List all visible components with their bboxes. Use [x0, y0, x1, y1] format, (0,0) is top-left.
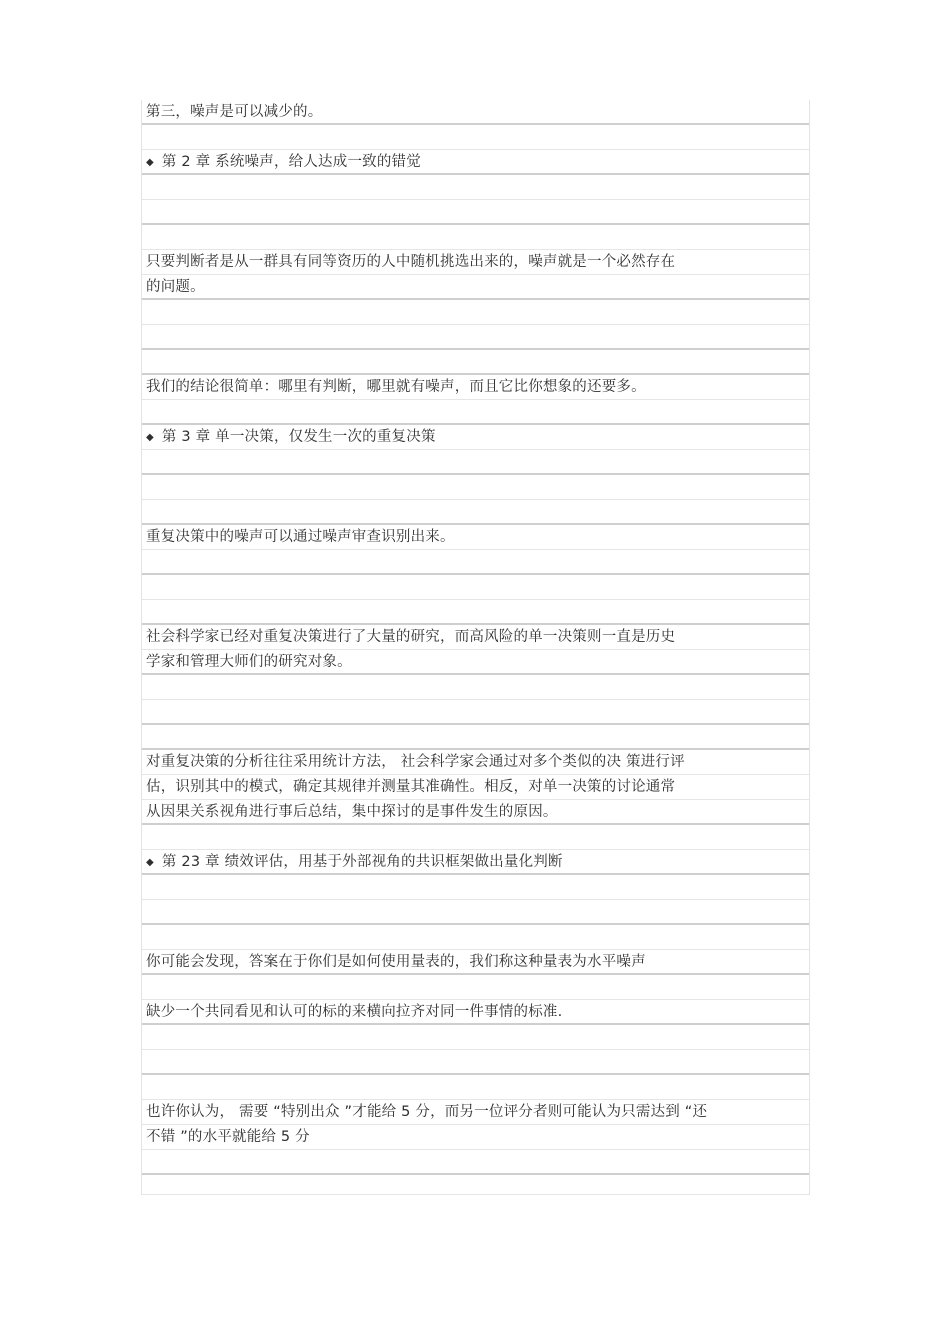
- line-row: [142, 950, 809, 975]
- line-row: [142, 500, 809, 525]
- line-row: [142, 425, 809, 450]
- line-row: [142, 700, 809, 725]
- diamond-bullet-icon: ◆: [146, 432, 154, 443]
- line-row: [142, 1025, 809, 1050]
- line-row: [142, 1100, 809, 1125]
- text-line: 对重复决策的分析往往采用统计方法， 社会科学家会通过对多个类似的决 策进行评: [146, 754, 685, 770]
- line-row: [142, 725, 809, 750]
- line-row: [142, 550, 809, 575]
- text-line: 估，识别其中的模式，确定其规律并测量其准确性。相反，对单一决策的讨论通常: [146, 779, 676, 795]
- line-row: [142, 675, 809, 700]
- text-line: 学家和管理大师们的研究对象。: [146, 654, 352, 670]
- text-line: 不错 ”的水平就能给 5 分: [146, 1129, 310, 1145]
- line-row: [142, 850, 809, 875]
- text-line: 也许你认为， 需要 “特别出众 ”才能给 5 分，而另一位评分者则可能认为只需达到 “还: [146, 1104, 708, 1120]
- line-row: [142, 800, 809, 825]
- chapter-heading: [146, 425, 436, 451]
- line-row: [142, 350, 809, 375]
- line-row: [142, 900, 809, 925]
- line-row: [142, 100, 809, 125]
- document-page: [141, 100, 810, 1195]
- line-row: [142, 925, 809, 950]
- line-row: [142, 250, 809, 275]
- line-row: [142, 1125, 809, 1150]
- chapter-heading-text: 第 2 章 系统噪声，给人达成一致的错觉: [161, 154, 421, 170]
- line-row: [142, 200, 809, 225]
- line-row: [142, 625, 809, 650]
- line-row: [142, 475, 809, 500]
- line-row: [142, 450, 809, 475]
- text-line: 重复决策中的噪声可以通过噪声审查识别出来。: [146, 529, 455, 545]
- line-row: [142, 1075, 809, 1100]
- line-row: [142, 975, 809, 1000]
- line-row: [142, 525, 809, 550]
- line-row: [142, 375, 809, 400]
- text-line: 第三，噪声是可以减少的。: [146, 104, 323, 120]
- line-row: [142, 825, 809, 850]
- line-row: [142, 400, 809, 425]
- line-row: [142, 1050, 809, 1075]
- line-row: [142, 175, 809, 200]
- line-row: [142, 225, 809, 250]
- line-row: [142, 1170, 809, 1195]
- diamond-bullet-icon: ◆: [146, 157, 154, 168]
- line-row: [142, 300, 809, 325]
- line-row: [142, 125, 809, 150]
- line-row: [142, 650, 809, 675]
- text-line: 我们的结论很简单：哪里有判断，哪里就有噪声，而且它比你想象的还要多。: [146, 379, 646, 395]
- text-line: 的问题。: [146, 279, 205, 295]
- line-row: [142, 325, 809, 350]
- line-row: [142, 1000, 809, 1025]
- chapter-heading-text: 第 3 章 单一决策，仅发生一次的重复决策: [161, 429, 436, 445]
- text-line: 只要判断者是从一群具有同等资历的人中随机挑选出来的，噪声就是一个必然存在: [146, 254, 676, 270]
- text-line: 从因果关系视角进行事后总结，集中探讨的是事件发生的原因。: [146, 804, 558, 820]
- chapter-heading: [146, 150, 421, 176]
- line-row: [142, 575, 809, 600]
- line-row: [142, 150, 809, 175]
- chapter-heading-text: 第 23 章 绩效评估，用基于外部视角的共识框架做出量化判断: [161, 854, 563, 870]
- text-line: 你可能会发现，答案在于你们是如何使用量表的，我们称这种量表为水平噪声: [146, 954, 646, 970]
- line-row: [142, 750, 809, 775]
- line-row: [142, 775, 809, 800]
- text-line: 社会科学家已经对重复决策进行了大量的研究，而高风险的单一决策则一直是历史: [146, 629, 676, 645]
- line-row: [142, 600, 809, 625]
- chapter-heading: [146, 850, 563, 876]
- text-line: 缺少一个共同看见和认可的标的来横向拉齐对同一件事情的标准.: [146, 1004, 563, 1020]
- line-row: [142, 275, 809, 300]
- line-row: [142, 875, 809, 900]
- diamond-bullet-icon: ◆: [146, 857, 154, 868]
